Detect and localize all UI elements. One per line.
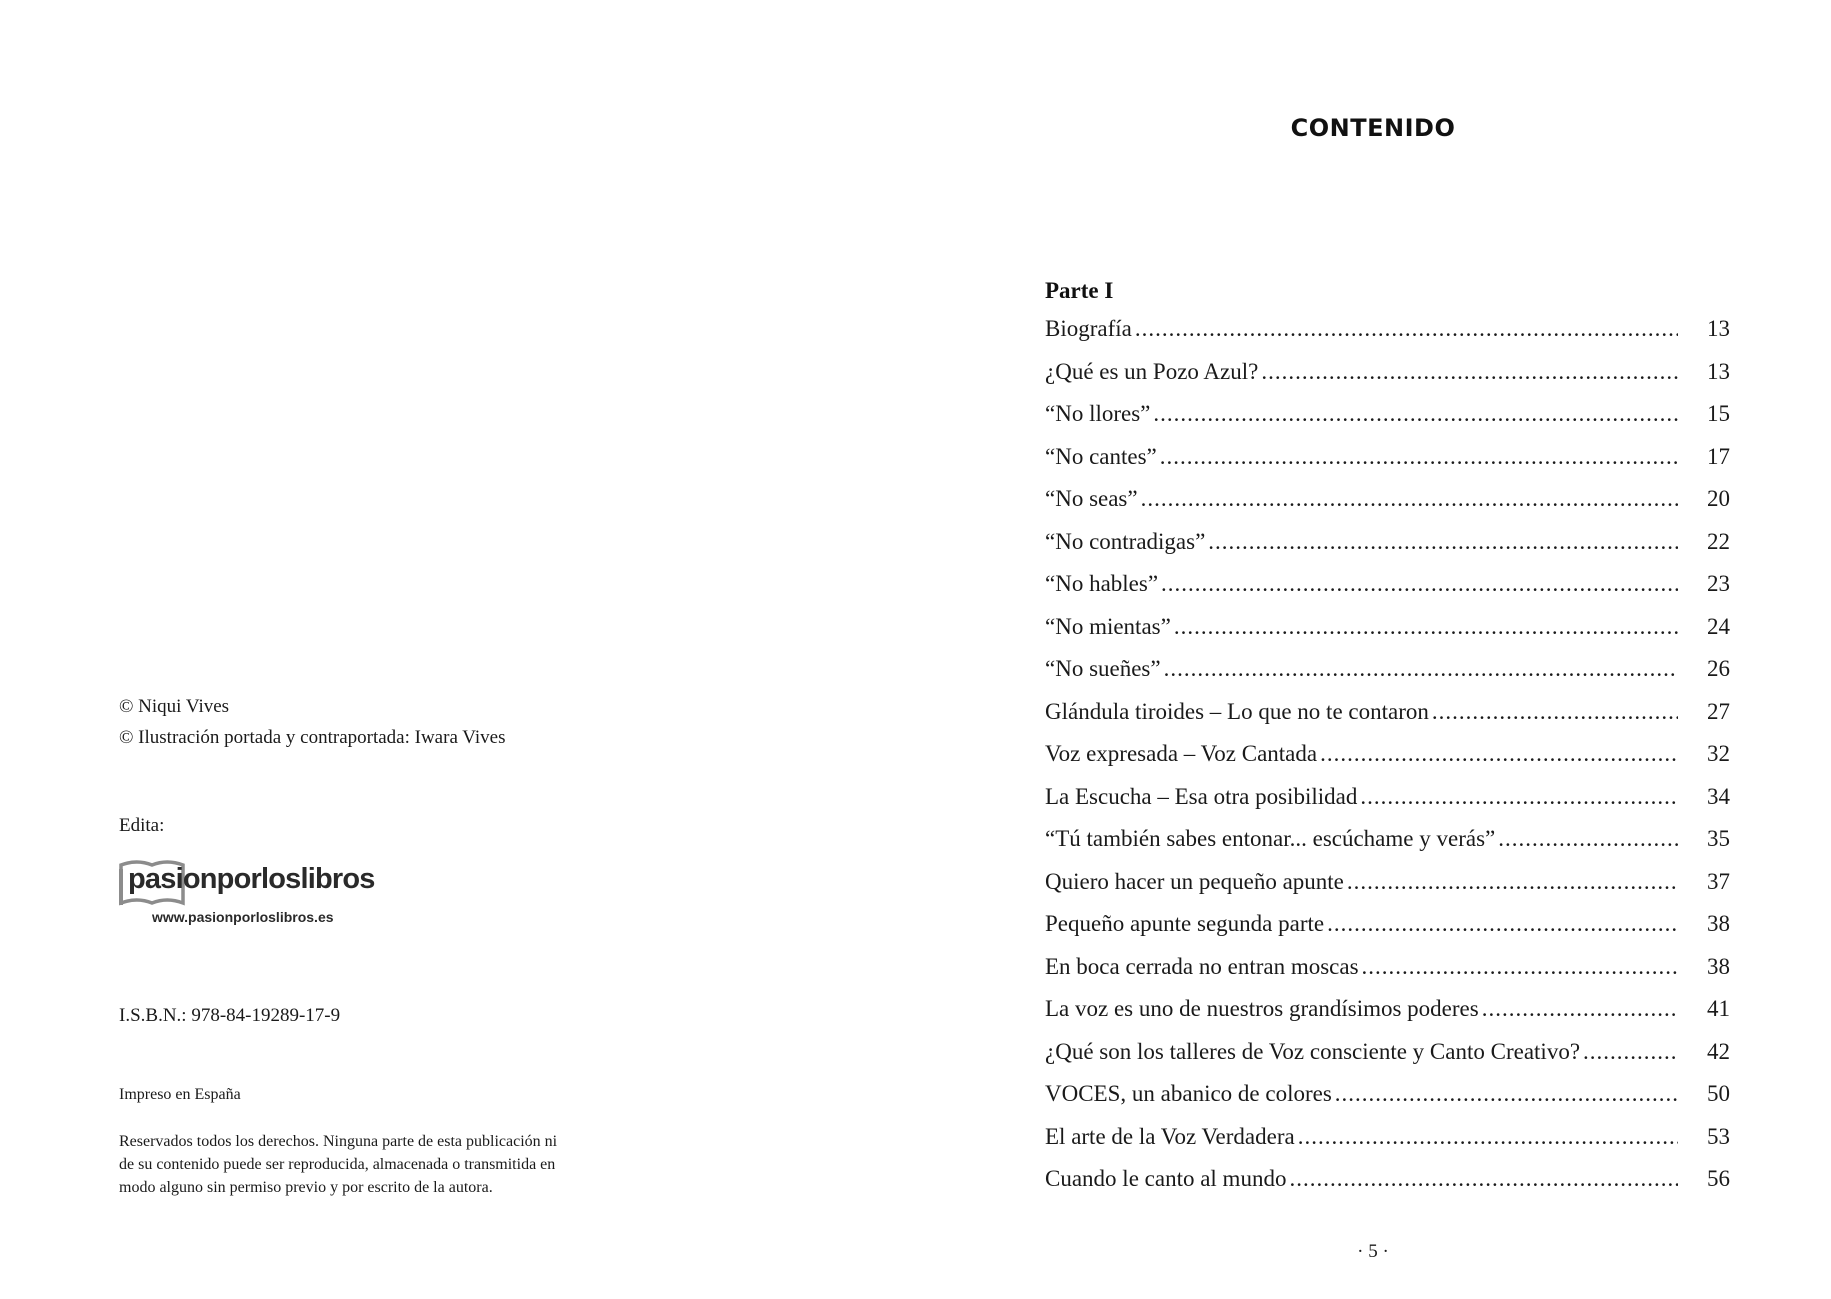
page-number: · 5 · (1357, 1241, 1389, 1262)
toc-entry-page: 13 (1707, 358, 1730, 384)
toc-entry-page: 24 (1707, 613, 1730, 639)
publisher-logo (119, 857, 379, 937)
toc-dot-leader (1327, 911, 1678, 937)
toc-entry (1045, 1081, 1730, 1124)
toc-entry-page: 26 (1707, 656, 1730, 681)
toc-entry-page: 15 (1707, 401, 1730, 426)
toc-entry-page: 32 (1707, 741, 1730, 766)
toc-entry (1045, 359, 1730, 402)
toc-entry-page: 37 (1707, 868, 1730, 894)
toc-entry (1045, 444, 1730, 487)
toc-entry (1045, 784, 1730, 827)
toc-dot-leader (1320, 741, 1678, 767)
toc-dot-leader (1164, 656, 1678, 682)
toc-dot-leader (1161, 571, 1678, 597)
toc-entry-title: Glándula tiroides – Lo que no te contaron (1045, 698, 1429, 724)
left-page (0, 0, 915, 1299)
publisher-name: pasionporloslibros (128, 863, 375, 895)
toc-dot-leader (1347, 869, 1678, 895)
toc-entry (1045, 699, 1730, 742)
toc-dot-leader (1583, 1039, 1678, 1065)
toc-entry-page: 22 (1707, 528, 1730, 554)
toc-entry-page: 42 (1707, 1038, 1730, 1064)
toc-entry (1045, 486, 1730, 529)
toc-entry-title: “No contradigas” (1045, 528, 1206, 554)
toc-entry-title: En boca cerrada no entran moscas (1045, 953, 1359, 979)
toc-dot-leader (1362, 954, 1678, 980)
toc-dot-leader (1482, 996, 1678, 1022)
toc-entry-title: “Tú también sabes entonar... escúchame y verás” (1045, 826, 1496, 851)
rights-line: Reservados todos los derechos. Ninguna parte de esta publicación ni (119, 1133, 558, 1150)
toc-entry (1045, 954, 1730, 997)
toc-entry-title: “No llores” (1045, 401, 1151, 426)
toc-entry-title: El arte de la Voz Verdadera (1045, 1123, 1295, 1149)
toc-entry-page: 17 (1707, 443, 1730, 469)
toc-dot-leader (1141, 486, 1678, 512)
toc-dot-leader (1335, 1081, 1678, 1107)
edita-label: Edita: (119, 815, 165, 836)
toc-entry (1045, 1166, 1730, 1209)
toc-entry-page: 34 (1707, 783, 1730, 809)
toc-dot-leader (1298, 1124, 1678, 1150)
toc-entry-title: “No cantes” (1045, 443, 1157, 469)
toc-entry-page: 50 (1707, 1081, 1730, 1106)
toc-entry (1045, 614, 1730, 657)
toc-entry-title: ¿Qué es un Pozo Azul? (1045, 358, 1259, 384)
toc-entry-page: 38 (1707, 911, 1730, 936)
publisher-url: www.pasionporloslibros.es (152, 909, 334, 925)
rights-line: de su contenido puede ser reproducida, almacenada o transmitida en (119, 1156, 556, 1173)
toc-dot-leader (1174, 614, 1678, 640)
toc-entry-title: Voz expresada – Voz Cantada (1045, 741, 1318, 766)
toc-entry (1045, 826, 1730, 869)
toc-dot-leader (1208, 529, 1678, 555)
toc-dot-leader (1498, 826, 1678, 852)
toc-entry-title: “No seas” (1045, 486, 1138, 511)
copyright-block (119, 691, 505, 753)
isbn: I.S.B.N.: 978-84-19289-17-9 (119, 1005, 341, 1026)
toc-entry-page: 56 (1707, 1166, 1730, 1191)
toc-title: CONTENIDO (1290, 114, 1456, 142)
toc-entry-page: 20 (1707, 486, 1730, 511)
toc-entry-title: “No mientas” (1045, 613, 1171, 639)
toc-dot-leader (1432, 699, 1678, 725)
table-of-contents (1045, 316, 1730, 1209)
toc-entry-page: 13 (1707, 316, 1730, 341)
toc-entry (1045, 1124, 1730, 1167)
toc-entry-page: 38 (1707, 953, 1730, 979)
toc-entry-title: “No sueñes” (1045, 656, 1161, 681)
toc-entry (1045, 996, 1730, 1039)
toc-entry (1045, 1039, 1730, 1082)
toc-dot-leader (1153, 401, 1678, 427)
toc-dot-leader (1289, 1166, 1678, 1192)
toc-entry-title: Biografía (1045, 316, 1132, 341)
toc-entry-page: 23 (1707, 571, 1730, 596)
rights-notice (119, 1130, 679, 1199)
right-page (915, 0, 1831, 1299)
toc-entry-title: Pequeño apunte segunda parte (1045, 911, 1325, 936)
toc-entry-title: La voz es uno de nuestros grandísimos poderes (1045, 996, 1479, 1021)
toc-entry (1045, 571, 1730, 614)
toc-entry-title: “No hables” (1045, 571, 1159, 596)
toc-entry (1045, 911, 1730, 954)
toc-entry-title: La Escucha – Esa otra posibilidad (1045, 783, 1358, 809)
toc-entry-page: 27 (1707, 698, 1730, 724)
toc-entry (1045, 316, 1730, 359)
part-heading: Parte I (1045, 278, 1114, 303)
toc-entry (1045, 401, 1730, 444)
toc-entry (1045, 869, 1730, 912)
printed-in: Impreso en España (119, 1086, 241, 1103)
toc-entry-page: 53 (1707, 1123, 1730, 1149)
toc-entry (1045, 656, 1730, 699)
toc-entry-title: Quiero hacer un pequeño apunte (1045, 868, 1344, 894)
toc-entry (1045, 741, 1730, 784)
copyright-author: © Niqui Vives (119, 696, 230, 717)
toc-entry-title: Cuando le canto al mundo (1045, 1166, 1287, 1191)
toc-dot-leader (1160, 444, 1678, 470)
toc-dot-leader (1261, 359, 1678, 385)
copyright-illustration: © Ilustración portada y contraportada: Iwara Vives (119, 727, 506, 748)
toc-entry (1045, 529, 1730, 572)
toc-entry-title: ¿Qué son los talleres de Voz consciente y Canto Creativo? (1045, 1038, 1581, 1064)
toc-dot-leader (1135, 316, 1678, 342)
rights-line: modo alguno sin permiso previo y por escrito de la autora. (119, 1179, 493, 1196)
toc-dot-leader (1360, 784, 1678, 810)
toc-entry-page: 41 (1707, 996, 1730, 1021)
toc-entry-page: 35 (1707, 826, 1730, 851)
toc-entry-title: VOCES, un abanico de colores (1045, 1081, 1332, 1106)
